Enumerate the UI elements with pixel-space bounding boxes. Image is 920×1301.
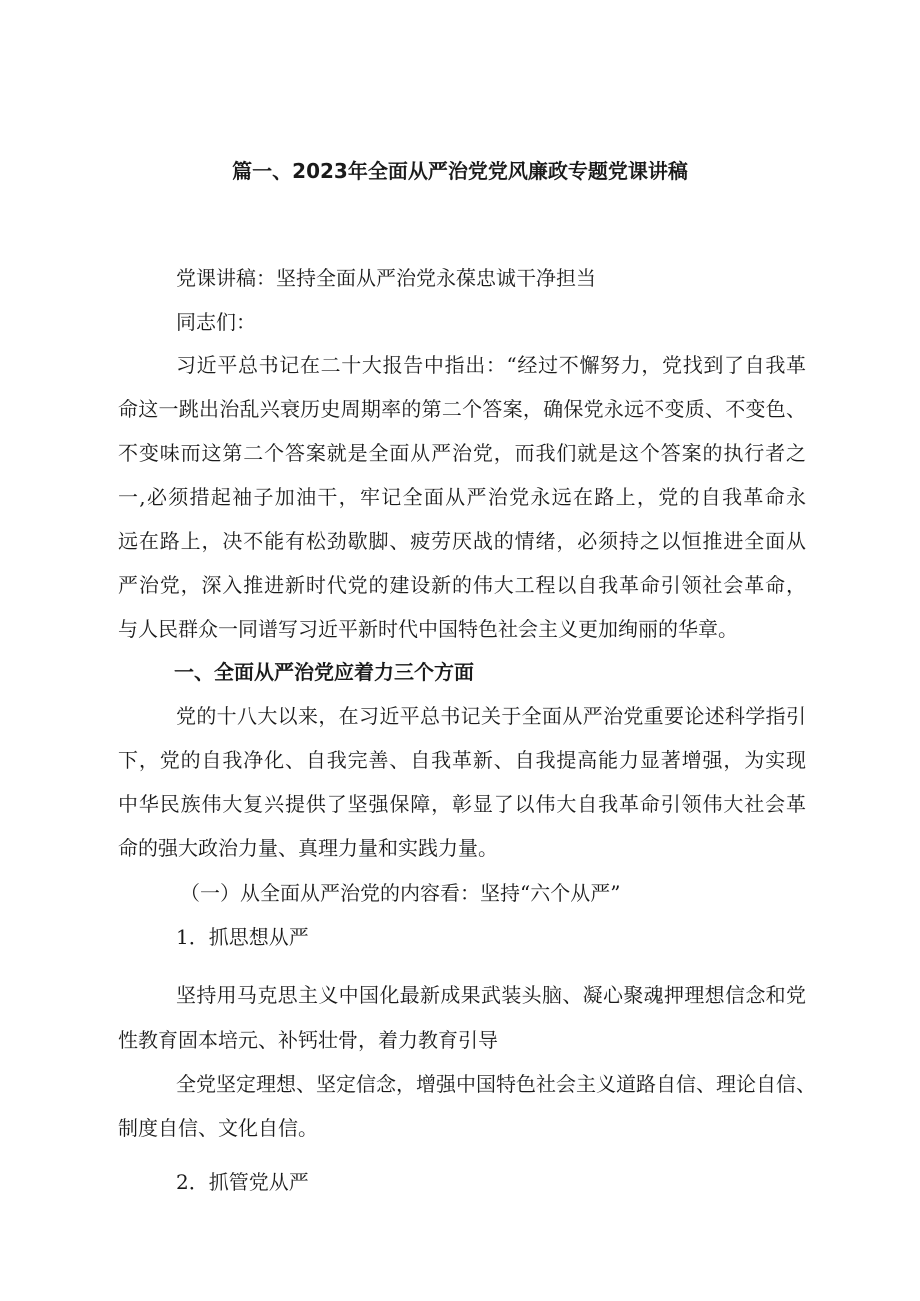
para3-line: 性教育固本培元、补钙壮骨，着力教育引导 — [118, 1028, 498, 1052]
subsection-heading: （一）从全面从严治党的内容看：坚持“六个从严” — [180, 881, 621, 905]
para2-line: 下，党的自我净化、自我完善、自我革新、自我提高能力显著增强，为实现 — [118, 748, 806, 772]
para1-line: 严治党，深入推进新时代党的建设新的伟大工程以自我革命引领社会革命， — [118, 573, 806, 597]
para1-line: 远在路上，决不能有松劲歇脚、疲劳厌战的情绪，必须持之以恒推进全面从 — [118, 529, 806, 553]
para1-line: 命这一跳出治乱兴衰历史周期率的第二个答案，确保党永远不变质、不变色、 — [118, 397, 806, 421]
para3-line: 坚持用马克思主义中国化最新成果武装头脑、凝心聚魂押理想信念和党 — [176, 983, 806, 1007]
para4-line: 全党坚定理想、坚定信念，增强中国特色社会主义道路自信、理论自信、 — [176, 1072, 816, 1096]
item-heading: 1．抓思想从严 — [176, 925, 309, 949]
para1-line: 习近平总书记在二十大报告中指出：“经过不懈努力，党找到了自我革 — [176, 353, 806, 377]
para2-line: 命的强大政治力量、真理力量和实践力量。 — [118, 836, 498, 860]
para2-line: 中华民族伟大复兴提供了坚强保障，彰显了以伟大自我革命引领伟大社会革 — [118, 792, 806, 816]
greeting: 同志们： — [176, 310, 256, 334]
para1-line: 一,必须措起袖子加油干，牢记全面从严治党永远在路上，党的自我革命永 — [118, 485, 806, 509]
document-title: 篇一、2023年全面从严治党党风廉政专题党课讲稿 — [232, 159, 688, 183]
lecture-subtitle: 党课讲稿：坚持全面从严治党永葆忠诚干净担当 — [176, 266, 596, 290]
para1-line: 不变味而这第二个答案就是全面从严治党，而我们就是这个答案的执行者之 — [118, 441, 806, 465]
para1-line: 与人民群众一同谱写习近平新时代中国特色社会主义更加绚丽的华章。 — [118, 617, 738, 641]
para2-line: 党的十八大以来，在习近平总书记关于全面从严治党重要论述科学指引 — [176, 704, 806, 728]
section-heading: 一、全面从严治党应着力三个方面 — [174, 660, 474, 684]
para4-line: 制度自信、文化自信。 — [118, 1116, 318, 1140]
item-heading: 2．抓管党从严 — [176, 1170, 309, 1194]
